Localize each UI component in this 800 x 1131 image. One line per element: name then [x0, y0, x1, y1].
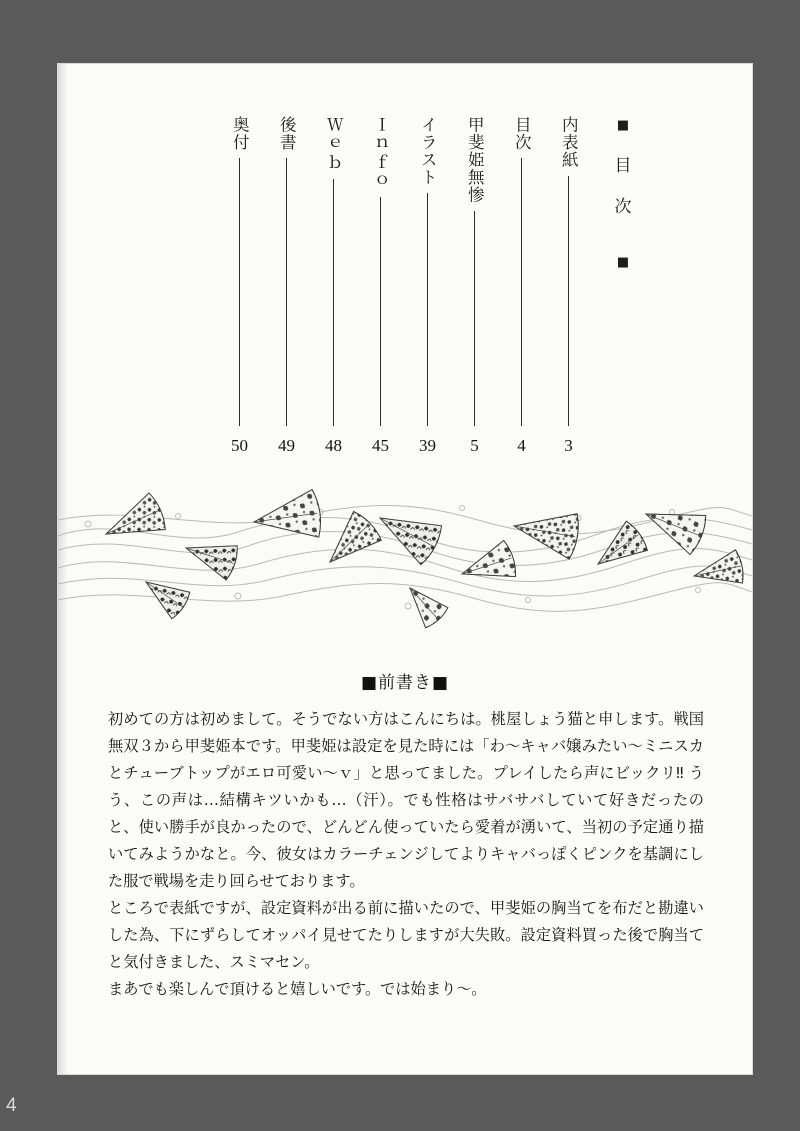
- toc-entry-illust[interactable]: [404, 116, 451, 456]
- toc-entry-label: Ｗｅｂ: [324, 116, 344, 172]
- toc-entry-page: 3: [564, 436, 573, 455]
- toc-entry-page: 49: [278, 436, 295, 455]
- toc-entry-mokuji[interactable]: [498, 116, 545, 456]
- toc-leader-rule: [521, 158, 522, 426]
- table-of-contents: [58, 64, 752, 484]
- toc-entry-list: [216, 116, 592, 456]
- toc-title-char-1: 目: [614, 156, 632, 176]
- toc-title: [606, 119, 640, 269]
- toc-entry-atogaki[interactable]: [263, 116, 310, 456]
- toc-entry-uchihyoushi[interactable]: [545, 116, 592, 456]
- toc-entry-okuzuke[interactable]: [216, 116, 263, 456]
- toc-entry-web[interactable]: [310, 116, 357, 456]
- preface-paragraph-2: ところで表紙ですが、設定資料が出る前に描いたので、甲斐姫の胸当てを布だと勘違いした為、下にずらしてオッパイ見せてたりしますが大失敗。設定資料買った後で胸当てと気付きました、スミマセン。: [108, 899, 704, 972]
- toc-entry-page: 5: [470, 436, 479, 455]
- toc-entry-label: 甲斐姫無惨: [465, 116, 485, 204]
- toc-title-char-2: 次: [614, 197, 632, 217]
- toc-entry-page: 39: [419, 436, 436, 455]
- fan-ornament-graphic: [58, 478, 752, 638]
- preface-section: [58, 668, 752, 1004]
- fan-ornament-band: [58, 478, 752, 638]
- toc-entry-page: 45: [372, 436, 389, 455]
- toc-entry-label: 奥付: [230, 116, 250, 151]
- toc-leader-rule: [239, 158, 240, 426]
- toc-entry-label: イラスト: [418, 116, 438, 186]
- preface-body: [58, 706, 752, 1004]
- toc-leader-rule: [568, 176, 569, 427]
- toc-leader-rule: [474, 211, 475, 427]
- toc-entry-label: 目次: [512, 116, 532, 151]
- preface-paragraph-3: まあでも楽しんで頂けると嬉しいです。では始まり〜。: [108, 980, 487, 999]
- toc-entry-kaihime-muzan[interactable]: [451, 116, 498, 456]
- preface-paragraph-1: 初めての方は初めまして。そうでない方はこんにちは。桃屋しょう猫と申します。戦国無双３から甲斐姫本です。甲斐姫は設定を見た時には「わ〜キャバ嬢みたい〜ミニスカとチューブトップがエロ可愛い〜ｖ」と思ってました。プレイしたら声にビックリ‼ うう、この声は…結構キツいかも…（汗）。でも性格はサバサバしていて好きだったのと、使い勝手が良かったので、どんどん使っていたら愛着が湧いて、当初の予定通り描いてみようかなと。今、彼女はカラーチェンジしてよりキャバっぽくピンクを基調にした服で戦場を走り回らせております。: [108, 710, 704, 891]
- toc-entry-label: Ｉｎｆｏ: [371, 116, 391, 190]
- toc-entry-page: 4: [517, 436, 526, 455]
- toc-title-mark-top: ■: [616, 118, 630, 133]
- page-number: 4: [6, 1095, 17, 1116]
- toc-entry-page: 50: [231, 436, 248, 455]
- toc-leader-rule: [427, 193, 428, 426]
- toc-leader-rule: [333, 179, 334, 427]
- toc-title-mark-bottom: ■: [616, 255, 630, 270]
- toc-leader-rule: [380, 197, 381, 426]
- toc-leader-rule: [286, 158, 287, 426]
- preface-heading: ■前書き■: [360, 673, 450, 693]
- toc-entry-page: 48: [325, 436, 342, 455]
- toc-entry-info[interactable]: [357, 116, 404, 456]
- toc-entry-label: 内表紙: [559, 116, 579, 169]
- toc-entry-label: 後書: [277, 116, 297, 151]
